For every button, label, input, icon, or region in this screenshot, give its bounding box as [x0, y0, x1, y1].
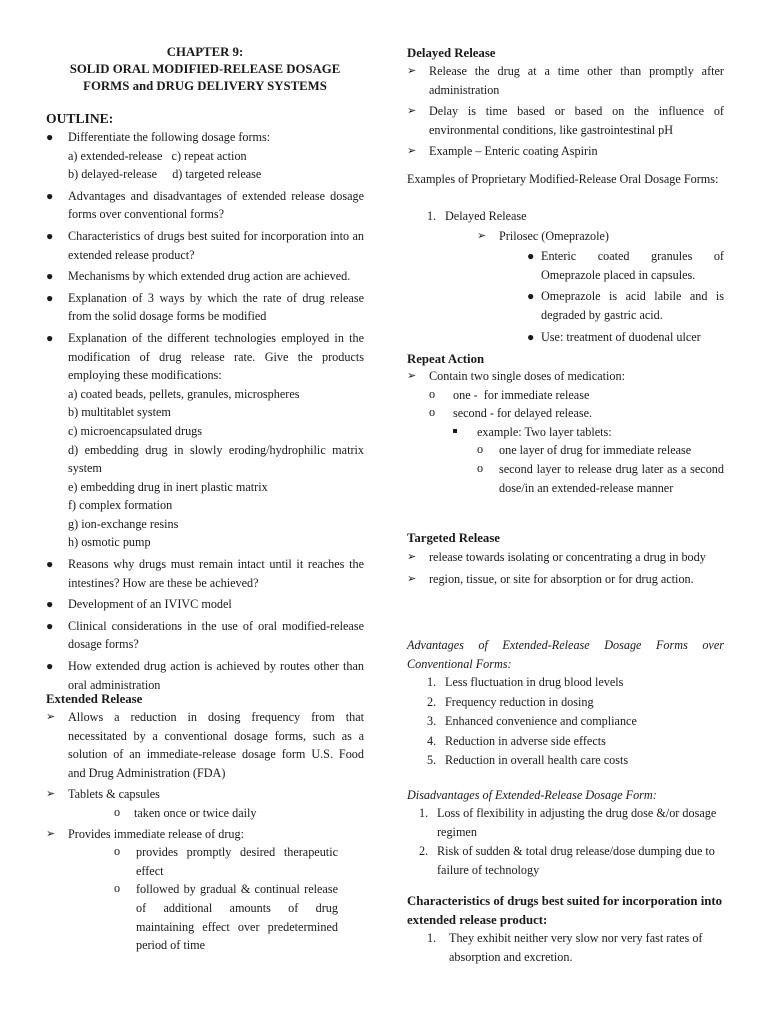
- list-number: 4.: [427, 733, 437, 748]
- ex1-d3-text: Use: treatment of duodenal ulcer: [541, 329, 701, 344]
- list-item: [427, 673, 724, 692]
- list-item: [427, 207, 724, 226]
- bullet-icon: ●: [46, 269, 54, 284]
- disadvantages-list: [419, 804, 724, 880]
- er2-text: Tablets & capsules: [68, 787, 160, 802]
- b4-text: Mechanisms by which extended drug action are achieved.: [68, 269, 351, 284]
- ex1-d2-text: Omeprazole is acid labile and is degraded by gastric acid.: [541, 289, 724, 322]
- list-item: [46, 289, 364, 326]
- b9-text: Clinical considerations in the use of oral modified-release dosage forms?: [68, 618, 364, 652]
- bullet-icon: ●: [527, 329, 535, 344]
- list-item: [114, 843, 338, 880]
- list-number: 5.: [427, 753, 437, 768]
- list-item: [477, 460, 724, 497]
- char-1-text: They exhibit neither very slow nor very fast rates of absorption and excretion.: [449, 931, 703, 964]
- list-item: [407, 367, 724, 386]
- targeted-release-heading: Targeted Release: [407, 531, 500, 545]
- list-item: [46, 329, 364, 552]
- adv-1-text: Less fluctuation in drug blood levels: [445, 675, 624, 689]
- advantages-list: [427, 673, 724, 771]
- list-item: [419, 842, 724, 879]
- dis-1-text: Loss of flexibility in adjusting the drug dose &/or dosage regimen: [437, 806, 717, 839]
- bullet-icon: ●: [527, 289, 535, 304]
- chapter-label: CHAPTER 9:: [166, 45, 244, 59]
- list-item: [477, 227, 724, 246]
- b1-line-3: b) delayed-release d) targeted release: [68, 167, 262, 182]
- list-item: [527, 247, 724, 284]
- list-item: [427, 712, 724, 731]
- arrow-bullet-icon: ➢: [46, 711, 56, 723]
- circle-bullet-icon: o: [429, 386, 436, 401]
- list-item: [427, 693, 724, 712]
- square-bullet-icon: [453, 429, 457, 433]
- extended-release-list: [46, 708, 364, 955]
- b8-text: Development of an IVIVC model: [68, 597, 232, 612]
- ra-oo1-text: one layer of drug for immediate release: [499, 443, 692, 458]
- arrow-bullet-icon: ➢: [407, 105, 417, 118]
- chapter-title: [46, 44, 364, 95]
- list-number: 3.: [427, 714, 437, 729]
- er1-text: Allows a reduction in dosing frequency from that necessitated by a conventional dosage forms, such as a solution of an immediate-release dosage form U.S. Food and Drug Administration (FDA): [68, 710, 364, 780]
- ra-o1-text: one - for immediate release: [453, 387, 590, 402]
- list-item: [429, 404, 724, 423]
- dr3-text: Example – Enteric coating Aspirin: [429, 144, 598, 159]
- b2-text: Advantages and disadvantages of extended release dosage forms over conventional forms?: [68, 188, 364, 222]
- list-item: [46, 708, 364, 782]
- list-item: [407, 102, 724, 139]
- b6-text: Explanation of the different technologies employed in the modification of drug release rate. Give the products employing these modifications:: [68, 330, 364, 383]
- adv-4-text: Reduction in adverse side effects: [445, 733, 606, 748]
- tr1-text: release towards isolating or concentrating a drug in body: [429, 550, 706, 564]
- bullet-icon: ●: [46, 188, 54, 203]
- list-number: 1.: [427, 931, 437, 945]
- b7-text: Reasons why drugs must remain intact until it reaches the intestines? How are these be achieved?: [68, 557, 364, 590]
- targeted-release-list: [407, 548, 724, 591]
- ra1-text: Contain two single doses of medication:: [429, 369, 625, 383]
- b6-d: d) embedding drug in slowly eroding/hydrophilic matrix system: [68, 442, 364, 476]
- ex1-d1-text: Enteric coated granules of Omeprazole placed in capsules.: [541, 249, 724, 282]
- er3-text: Provides immediate release of drug:: [68, 826, 244, 841]
- b1-line-1: Differentiate the following dosage forms:: [68, 130, 271, 144]
- b6-c: c) microencapsulated drugs: [68, 423, 203, 438]
- arrow-bullet-icon: ➢: [407, 572, 417, 585]
- repeat-action-heading: Repeat Action: [407, 352, 485, 366]
- arrow-bullet-icon: ➢: [46, 788, 56, 801]
- arrow-bullet-icon: ➢: [407, 145, 417, 158]
- circle-bullet-icon: o: [477, 442, 484, 457]
- b6-b: b) multitablet system: [68, 405, 171, 420]
- circle-bullet-icon: o: [114, 844, 121, 859]
- dis-2-text: Risk of sudden & total drug release/dose dumping due to failure of technology: [437, 844, 715, 877]
- list-item: [46, 187, 364, 224]
- disadvantages-heading: Disadvantages of Extended-Release Dosage Form:: [407, 788, 657, 802]
- list-item: [46, 555, 364, 592]
- advantages-heading: Advantages of Extended-Release Dosage Forms over Conventional Forms:: [407, 638, 724, 671]
- circle-bullet-icon: o: [114, 804, 121, 819]
- list-item: [407, 570, 724, 589]
- ex1-text: Delayed Release: [445, 209, 527, 223]
- bullet-icon: ●: [46, 290, 54, 305]
- er3-o1-text: provides promptly desired therapeutic effect: [136, 845, 338, 878]
- circle-bullet-icon: o: [477, 460, 484, 475]
- list-item: [46, 785, 364, 804]
- bullet-icon: ●: [46, 618, 54, 633]
- list-item: [46, 657, 364, 694]
- b6-a: a) coated beads, pellets, granules, microspheres: [68, 386, 300, 401]
- delayed-release-heading: Delayed Release: [407, 46, 496, 60]
- list-item: [419, 804, 724, 841]
- list-number: 2.: [427, 694, 437, 709]
- characteristics-heading: Characteristics of drugs best suited for incorporation into extended release product:: [407, 894, 723, 927]
- extended-release-heading: Extended Release: [46, 692, 143, 706]
- arrow-bullet-icon: ➢: [407, 370, 417, 382]
- list-number: 1.: [427, 675, 437, 689]
- arrow-bullet-icon: ➢: [46, 827, 56, 840]
- bullet-icon: ●: [46, 130, 54, 144]
- dr1-text: Release the drug at a time other than promptly after administration: [429, 64, 724, 97]
- list-number: 1.: [419, 806, 429, 820]
- list-item: [429, 386, 724, 405]
- b6-g: g) ion-exchange resins: [68, 516, 179, 531]
- list-item: [527, 328, 724, 347]
- examples-block: [407, 207, 724, 349]
- list-item: [407, 62, 724, 99]
- bullet-icon: ●: [46, 557, 54, 572]
- title-line-2: FORMS and DRUG DELIVERY SYSTEMS: [83, 79, 327, 93]
- b10-text: How extended drug action is achieved by routes other than oral administration: [68, 659, 364, 692]
- ex1-sub-text: Prilosec (Omeprazole): [499, 228, 609, 243]
- b1-line-2: a) extended-release c) repeat action: [68, 148, 247, 163]
- title-line-1: SOLID ORAL MODIFIED-RELEASE DOSAGE: [69, 62, 341, 76]
- examples-intro: Examples of Proprietary Modified-Release Oral Dosage Forms:: [407, 172, 719, 186]
- list-item: [46, 227, 364, 264]
- circle-bullet-icon: o: [114, 881, 121, 896]
- ra-sq-text: example: Two layer tablets:: [477, 424, 612, 439]
- outline-list: [46, 128, 364, 697]
- repeat-action-block: [407, 367, 724, 497]
- adv-2-text: Frequency reduction in dosing: [445, 694, 594, 709]
- list-item: [407, 548, 724, 567]
- delayed-release-list: [407, 62, 724, 164]
- adv-5-text: Reduction in overall health care costs: [445, 753, 629, 768]
- ra-o2-text: second - for delayed release.: [453, 406, 593, 421]
- arrow-bullet-icon: ➢: [407, 65, 417, 77]
- list-item: [46, 267, 364, 286]
- list-item: [46, 825, 364, 844]
- list-item: [427, 732, 724, 751]
- outline-heading: OUTLINE:: [46, 111, 114, 126]
- b6-f: f) complex formation: [68, 498, 173, 513]
- b6-e: e) embedding drug in inert plastic matrix: [68, 479, 268, 494]
- list-item: [46, 128, 364, 184]
- b6-h: h) osmotic pump: [68, 535, 151, 550]
- list-number: 1.: [427, 209, 437, 223]
- list-item: [453, 423, 724, 442]
- dr2-text: Delay is time based or based on the influence of environmental conditions, like gastrointestinal pH: [429, 104, 724, 137]
- er2-o1-text: taken once or twice daily: [134, 805, 257, 820]
- characteristics-list: [427, 929, 724, 967]
- list-item: [477, 441, 724, 460]
- tr2-text: region, tissue, or site for absorption or for drug action.: [429, 571, 694, 586]
- list-item: [114, 880, 338, 954]
- adv-3-text: Enhanced convenience and compliance: [445, 714, 637, 729]
- b5-text: Explanation of 3 ways by which the rate of drug release from the solid dosage forms be modified: [68, 290, 364, 324]
- bullet-icon: ●: [46, 228, 54, 243]
- list-item: [427, 751, 724, 770]
- list-item: [427, 929, 724, 966]
- list-item: [46, 617, 364, 654]
- er3-o2-text: followed by gradual & continual release of additional amounts of drug maintaining effect over predetermined period of time: [136, 882, 338, 953]
- list-item: [114, 804, 364, 823]
- bullet-icon: ●: [46, 330, 54, 345]
- list-item: [407, 142, 724, 161]
- ra-oo2-text: second layer to release drug later as a second dose/in an extended-release manner: [499, 461, 724, 495]
- arrow-bullet-icon: ➢: [407, 551, 417, 563]
- bullet-icon: ●: [527, 249, 535, 264]
- bullet-icon: ●: [46, 597, 54, 612]
- arrow-bullet-icon: ➢: [477, 229, 487, 242]
- examples-detail-list: [527, 247, 724, 346]
- b3-text: Characteristics of drugs best suited for incorporation into an extended release product?: [68, 228, 364, 262]
- list-number: 2.: [419, 844, 429, 859]
- bullet-icon: ●: [46, 659, 54, 674]
- circle-bullet-icon: o: [429, 405, 436, 420]
- list-item: [527, 287, 724, 324]
- list-item: [46, 595, 364, 614]
